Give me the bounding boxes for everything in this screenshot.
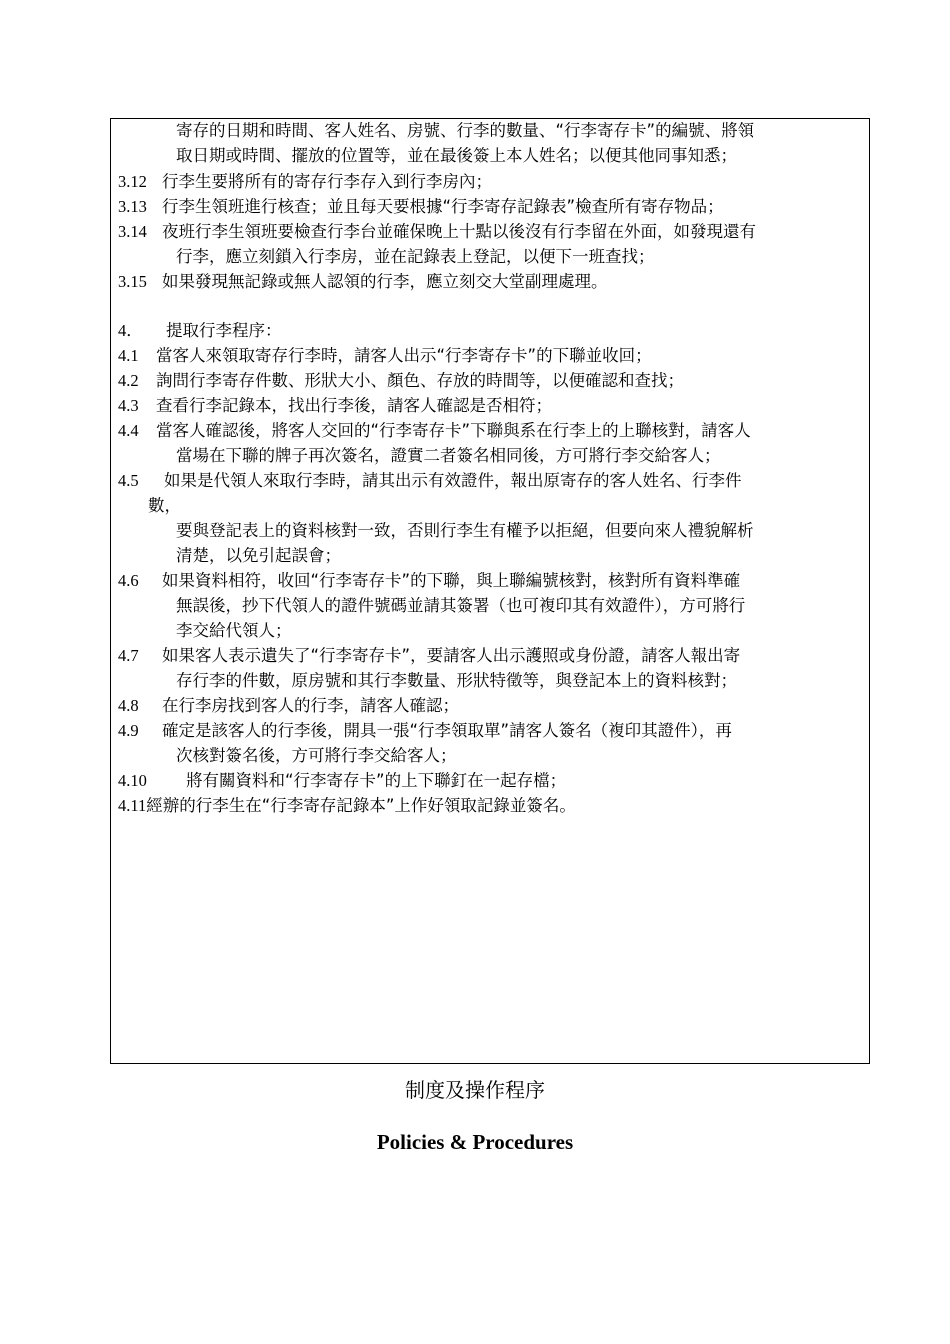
item-number: 4.10: [118, 771, 147, 790]
list-item-3-15: 3.15 如果發現無記錄或無人認領的行李，應立刻交大堂副理處理。: [118, 269, 608, 294]
item-number: 3.14: [118, 222, 147, 241]
list-item-4-10: 4.10 將有關資料和“行李寄存卡”的上下聯釘在一起存檔；: [118, 768, 566, 793]
footer-title-en: Policies & Procedures: [376, 1130, 574, 1154]
text-line: 無誤後，抄下代領人的證件號碼並請其簽署（也可複印其有效證件），方可將行: [176, 596, 746, 615]
text-line: 存行李的件數，原房號和其行李數量、形狀特徵等，與登記本上的資料核對；: [176, 671, 737, 690]
text-line: 取日期或時間、擺放的位置等，並在最後簽上本人姓名；以便其他同事知悉；: [176, 146, 737, 165]
item-number: 4.6: [118, 571, 139, 590]
text-line: 行李，應立刻鎖入行李房，並在記錄表上登記，以便下一班查找；: [176, 247, 655, 266]
text-line: 數，: [148, 496, 181, 515]
list-item-4-1: 4.1 當客人來領取寄存行李時，請客人出示“行李寄存卡”的下聯並收回；: [118, 343, 652, 368]
text-line: 當場在下聯的牌子再次簽名，證實二者簽名相同後，方可將行李交給客人；: [176, 446, 721, 465]
list-item-4-11: 4.11經辦的行李生在“行李寄存記錄本”上作好領取記錄並簽名。: [118, 793, 576, 818]
item-number: 4.9: [118, 721, 139, 740]
list-item-4-2: 4.2 詢問行李寄存件數、形狀大小、顏色、存放的時間等，以便確認和查找；: [118, 368, 684, 393]
item-number: 4.11: [118, 796, 147, 815]
section-number: 4．: [118, 321, 143, 340]
list-item-4-5: 4.5 如果是代領人來取行李時，請其出示有效證件，報出原寄存的客人姓名、行李件: [118, 468, 742, 493]
text-line: 李交給代領人；: [176, 621, 292, 640]
text-line: 次核對簽名後，方可將行李交給客人；: [176, 746, 457, 765]
list-item-4-7: 4.7 如果客人表示遺失了“行李寄存卡”，要請客人出示護照或身份證，請客人報出寄: [118, 643, 740, 668]
list-item-3-14: 3.14 夜班行李生領班要檢查行李台並確保晚上十點以後沒有行李留在外面，如發現還有: [118, 219, 756, 244]
item-number: 4.5: [118, 471, 139, 490]
list-item-3-13: 3.13 行李生領班進行核查；並且每天要根據“行李寄存記錄表”檢查所有寄存物品；: [118, 194, 724, 219]
list-item-4-3: 4.3 查看行李記錄本，找出行李後，請客人確認是否相符；: [118, 393, 552, 418]
item-number: 3.15: [118, 272, 147, 291]
section-heading: 4． 提取行李程序：: [118, 318, 282, 343]
item-number: 4.4: [118, 421, 139, 440]
list-item-4-4: 4.4 當客人確認後，將客人交回的“行李寄存卡”下聯與系在行李上的上聯核對，請客人: [118, 418, 751, 443]
text-line: 要與登記表上的資料核對一致，否則行李生有權予以拒絕，但要向來人禮貌解析: [176, 521, 754, 540]
item-number: 4.2: [118, 371, 139, 390]
text-line: 寄存的日期和時間、客人姓名、房號、行李的數量、“行李寄存卡”的編號、將領: [176, 121, 755, 140]
item-number: 4.8: [118, 696, 139, 715]
item-number: 4.7: [118, 646, 139, 665]
text-line: 清楚，以免引起誤會；: [176, 546, 341, 565]
list-item-4-9: 4.9 確定是該客人的行李後，開具一張“行李領取單”請客人簽名（複印其證件），再: [118, 718, 732, 743]
item-number: 4.3: [118, 396, 139, 415]
item-number: 3.13: [118, 197, 147, 216]
list-item-4-6: 4.6 如果資料相符，收回“行李寄存卡”的下聯，與上聯編號核對，核對所有資料準確: [118, 568, 740, 593]
list-item-3-12: 3.12 行李生要將所有的寄存行李存入到行李房內；: [118, 169, 492, 194]
item-number: 4.1: [118, 346, 139, 365]
item-number: 3.12: [118, 172, 147, 191]
list-item-4-8: 4.8 在行李房找到客人的行李，請客人確認；: [118, 693, 459, 718]
footer-title-zh: 制度及操作程序: [405, 1078, 545, 1102]
